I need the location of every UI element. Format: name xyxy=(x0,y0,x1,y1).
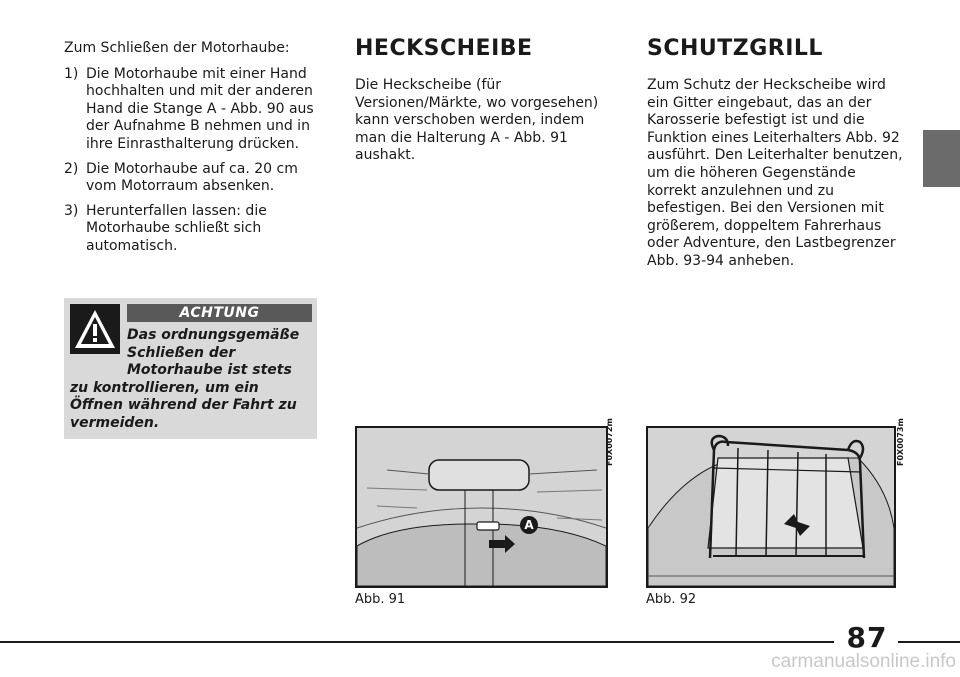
figure-protective-grill xyxy=(646,426,896,588)
figure-caption: Abb. 91 xyxy=(355,592,406,607)
section-body: Zum Schutz der Heckscheibe wird ein Gitter eingebaut, das an der Karosserie befestigt ist und die Funktion eines Leiterhalters Abb. 92 ausführt. Den Leiterhalter benutzen, um die höheren Gegenstände korrekt anzulehnen und zu befestigen. Bei den Versionen mit größerem, doppeltem Fahrerhaus oder Adventure, den Lastbegrenzer Abb. 93-94 anheben. xyxy=(647,77,903,269)
figure-code: F0X0073m xyxy=(896,418,905,466)
warning-box xyxy=(64,298,317,439)
step-text: Die Motorhaube mit einer Hand hochhalten und mit der anderen Hand die Stange A - Abb. 90 aus der Aufnahme B nehmen und in ihre Einrasthalterung drücken. xyxy=(86,65,314,152)
footer-rule xyxy=(0,641,834,643)
section-body: Die Heckscheibe (für Versionen/Märkte, wo vorgesehen) kann verschoben werden, indem man die Halterung A - Abb. 91 aushakt. xyxy=(355,77,599,164)
footer-rule xyxy=(898,641,960,643)
protective-grill-illustration xyxy=(648,428,894,586)
list-item: 3) Herunterfallen lassen: die Motorhaube schließt sich automatisch. xyxy=(64,202,267,254)
section-heading: SCHUTZGRILL xyxy=(647,36,823,61)
protective-grill-section xyxy=(647,36,909,271)
warning-label: ACHTUNG xyxy=(127,304,312,322)
watermark: carmanualsonline.info xyxy=(771,651,956,672)
list-item: 1) Die Motorhaube mit einer Hand hochhalten und mit der anderen Hand die Stange A - Abb. 90 aus der Aufnahme B nehmen und in ihre Einrasthalterung drücken. xyxy=(64,65,314,152)
rear-window-illustration xyxy=(357,428,606,586)
closing-hood-section xyxy=(64,40,314,263)
page-number: 87 xyxy=(846,621,888,654)
marker-a: A xyxy=(524,518,534,532)
step-text: Die Motorhaube auf ca. 20 cm vom Motorraum absenken. xyxy=(86,160,298,195)
rear-window-section xyxy=(355,36,615,165)
closing-steps-list xyxy=(64,66,314,256)
closing-hood-intro: Zum Schließen der Motorhaube: xyxy=(64,40,290,56)
list-item: 2) Die Motorhaube auf ca. 20 cm vom Motorraum absenken. xyxy=(64,160,298,195)
warning-text: Das ordnungsgemäße Schließen der Motorhaube ist stets zu kontrollieren, um ein Öffnen während der Fahrt zu vermeiden. xyxy=(70,327,300,431)
figure-rear-window xyxy=(355,426,608,588)
figure-caption: Abb. 92 xyxy=(646,592,697,607)
step-text: Herunterfallen lassen: die Motorhaube schließt sich automatisch. xyxy=(86,202,267,254)
figure-code: F0X0072m xyxy=(605,418,614,466)
section-tab-marker xyxy=(923,130,960,187)
section-heading: HECKSCHEIBE xyxy=(355,36,533,61)
